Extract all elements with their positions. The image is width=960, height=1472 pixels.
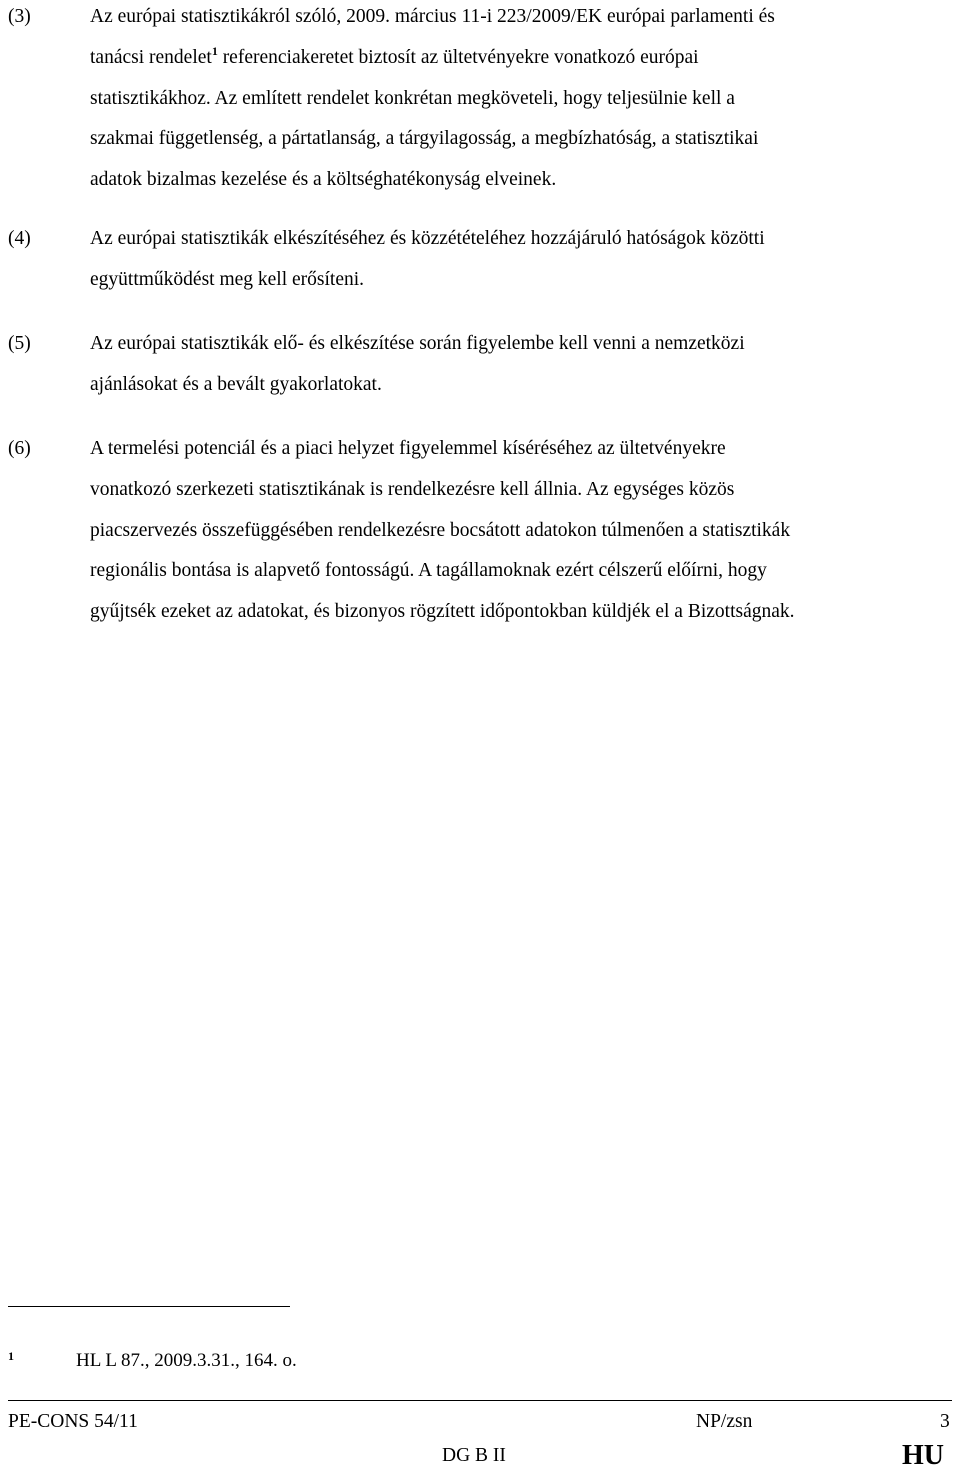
recital-text [90,429,948,633]
recital-line: Az európai statisztikák elő- és elkészítése során figyelembe kell venni a nemzetközi [90,333,745,354]
recital-line: együttműködést meg kell erősíteni. [90,268,365,290]
footer-divider [8,1400,952,1401]
recital-5 [8,324,948,406]
recital-number: (3) [8,6,31,27]
recital-number: (4) [8,228,31,249]
recital-text [90,219,948,301]
recital-line: adatok bizalmas kezelése és a költséghatékonyság elveinek. [90,169,557,191]
recital-line: gyűjtsék ezeket az adatokat, és bizonyos rögzített időpontokban küldjék el a Bizottságnak. [90,601,795,623]
language-code: HU [902,1440,944,1471]
footnote-reference[interactable]: 1 [211,43,218,58]
footnote-separator [8,1306,290,1307]
recital-text [90,324,948,406]
recital-line: statisztikákhoz. Az említett rendelet konkrétan megköveteli, hogy teljesülnie kell a [90,87,735,109]
recital-line: piacszervezés összefüggésében rendelkezésre bocsátott adatokon túlmenően a statisztikák [90,519,791,541]
footnote [8,1344,297,1373]
recital-line: Az európai statisztikák elkészítéséhez és közzétételéhez hozzájáruló hatóságok közötti [90,228,765,249]
recital-text [90,0,948,201]
recital-line-end: referenciakeretet biztosít az ültetvényekre vonatkozó európai [217,46,699,68]
recital-3 [8,0,948,201]
recital-number: (6) [8,438,31,459]
footnote-text: HL L 87., 2009.3.31., 164. o. [76,1350,297,1371]
recital-line: ajánlásokat és a bevált gyakorlatokat. [90,373,382,395]
recital-6 [8,429,948,633]
recital-number: (5) [8,333,31,354]
recital-line-start: tanácsi rendelet [90,46,212,68]
recital-line: szakmai függetlenség, a pártatlanság, a tárgyilagosság, a megbízhatóság, a statisztikai [90,128,759,150]
footnote-number: 1 [8,1349,14,1363]
recital-line: Az európai statisztikákról szóló, 2009. március 11-i 223/2009/EK európai parlamenti és [90,6,775,27]
recital-line: vonatkozó szerkezeti statisztikának is rendelkezésre kell állnia. Az egységes közös [90,478,735,500]
directorate-code: DG B II [442,1445,506,1466]
page-number: 3 [940,1411,950,1432]
document-reference: PE-CONS 54/11 [8,1411,138,1432]
recital-4 [8,219,948,301]
author-initials: NP/zsn [696,1411,753,1432]
recital-line: A termelési potenciál és a piaci helyzet figyelemmel kíséréséhez az ültetvényekre [90,438,726,459]
recital-line: regionális bontása is alapvető fontosságú. A tagállamoknak ezért célszerű előírni, hogy [90,560,767,582]
recital-line [90,38,948,79]
